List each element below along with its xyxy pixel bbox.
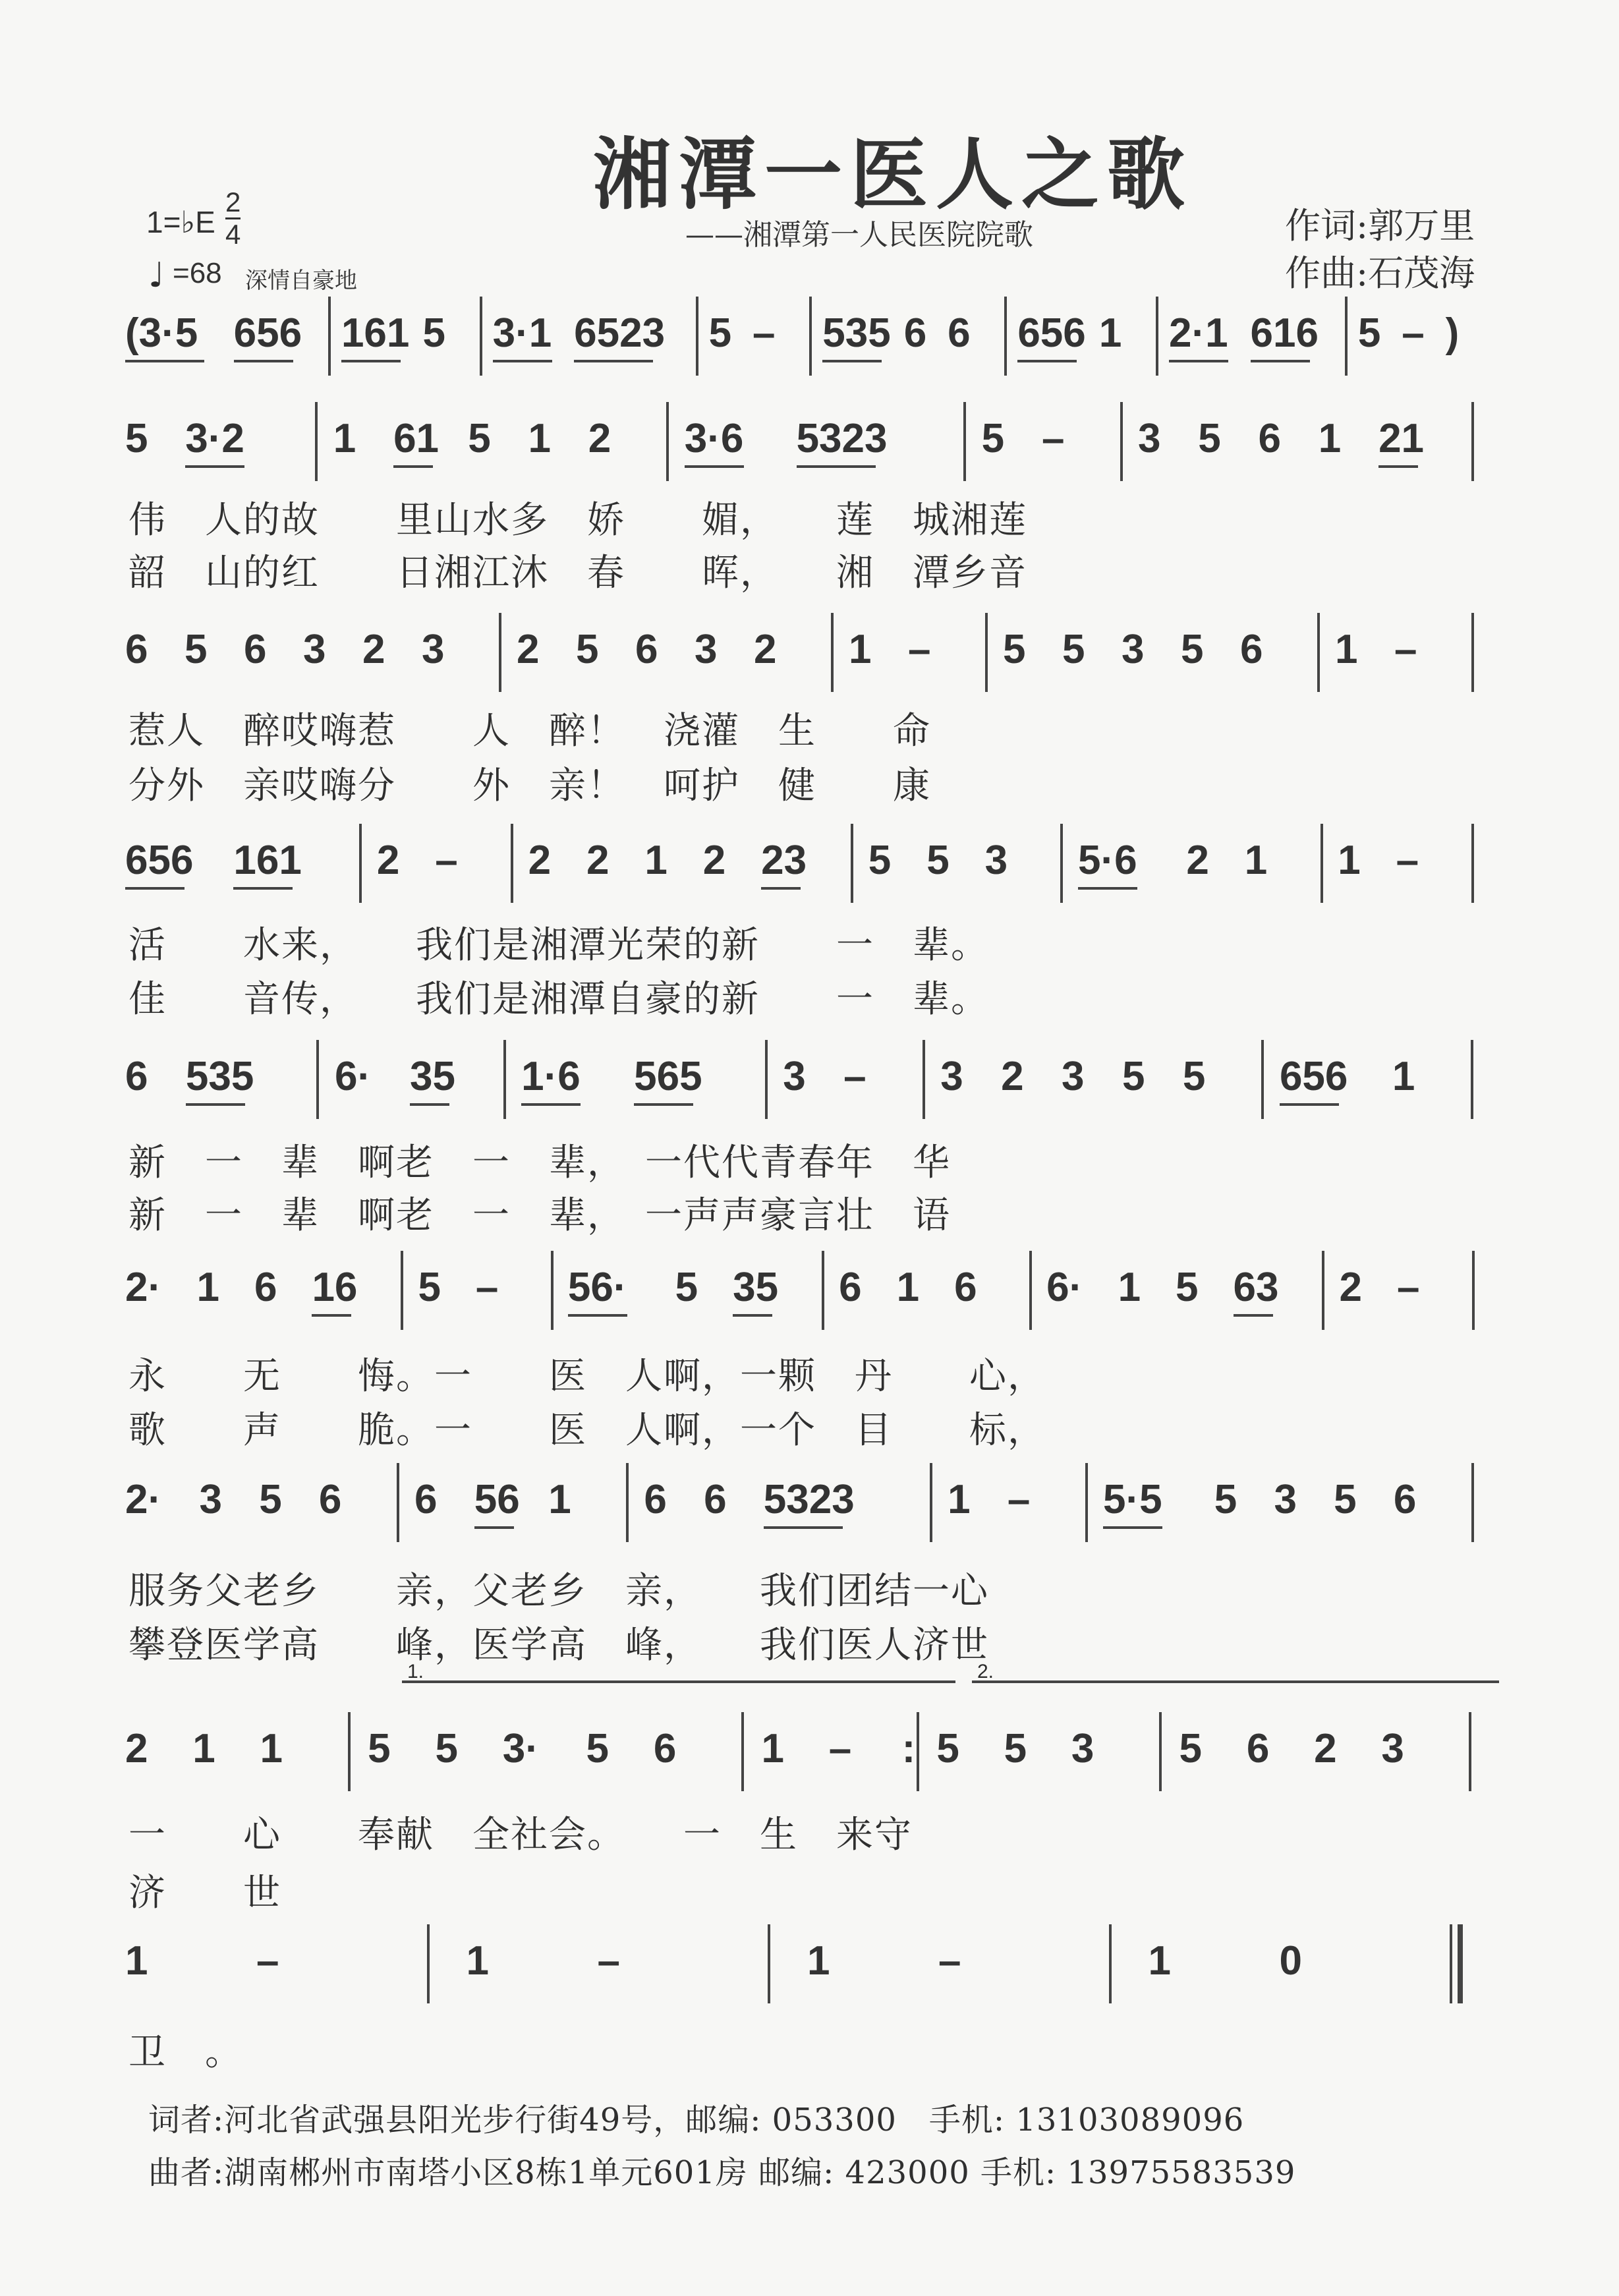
- barline: [1471, 613, 1474, 692]
- note-token: 5: [1176, 1265, 1199, 1310]
- note-token: 2: [588, 416, 611, 461]
- note-token: 3: [1274, 1477, 1297, 1522]
- note-token: 161: [341, 310, 410, 356]
- barline: [930, 1463, 932, 1542]
- note-token: 1: [1318, 416, 1342, 461]
- note-token: 0: [1279, 1938, 1303, 1984]
- note-token: 1: [333, 416, 356, 461]
- note-token: 5: [1004, 1726, 1027, 1771]
- note-token: 5323: [796, 416, 888, 461]
- note-token: 63: [1233, 1265, 1279, 1310]
- note-token: 2: [125, 1726, 148, 1771]
- note-token: 5: [1003, 627, 1026, 672]
- note-token: 1: [761, 1726, 784, 1771]
- beam-underline: [822, 360, 882, 362]
- note-token: –: [1007, 1477, 1031, 1522]
- note-token: 5: [368, 1726, 391, 1771]
- note-token: 6: [839, 1265, 862, 1310]
- song-subtitle: ——湘潭第一人民医院院歌: [685, 218, 1033, 252]
- note-token: 1: [644, 838, 667, 883]
- composer-credit: 作曲:石茂海: [1285, 252, 1475, 294]
- lyric-line: 分外 亲哎嗨分 外 亲！ 呵护 健 康: [128, 764, 931, 807]
- beam-underline: [393, 465, 433, 468]
- note-token: 3·1: [492, 310, 552, 356]
- beam-underline: [761, 887, 801, 890]
- note-token: 1: [1148, 1938, 1171, 1984]
- note-token: 5: [1062, 627, 1085, 672]
- repeat-sign: :: [901, 1726, 916, 1771]
- note-token: 2: [1339, 1265, 1362, 1310]
- beam-underline: [186, 1103, 245, 1106]
- time-signature: [225, 187, 241, 250]
- note-token: 6: [1246, 1726, 1270, 1771]
- barline: [741, 1712, 744, 1791]
- beam-underline: [1078, 887, 1137, 890]
- note-token: 1: [896, 1265, 920, 1310]
- beam-underline: [341, 360, 401, 362]
- note-token: 1: [196, 1265, 219, 1310]
- barline: [348, 1712, 351, 1791]
- barline: [511, 824, 513, 903]
- note-token: 3: [1062, 1054, 1085, 1099]
- barline: [985, 613, 988, 692]
- first-ending-label: 1.: [407, 1661, 424, 1682]
- barline: [328, 297, 331, 376]
- note-token: 5·5: [1103, 1477, 1162, 1522]
- barline: [401, 1251, 403, 1330]
- lyric-line: 伟 人的故 里山水多 娇 媚， 莲 城湘莲: [128, 499, 1027, 542]
- note-token: 6: [903, 310, 927, 356]
- beam-underline: [764, 1526, 843, 1529]
- note-token: 5: [422, 310, 445, 356]
- barline: [1159, 1712, 1162, 1791]
- note-token: 2: [1314, 1726, 1337, 1771]
- barline: [315, 402, 318, 481]
- staff-2: [125, 415, 1496, 494]
- second-ending-bracket: [972, 1661, 1499, 1703]
- barline: [1261, 1040, 1264, 1119]
- note-token: 56: [474, 1477, 520, 1522]
- note-token: 6: [948, 310, 971, 356]
- note-token: –: [1394, 627, 1417, 672]
- note-token: 656: [1279, 1054, 1348, 1099]
- barline: [1029, 1251, 1032, 1330]
- note-token: 5: [868, 838, 892, 883]
- barline: [1156, 297, 1158, 376]
- note-token: 535: [822, 310, 891, 356]
- note-token: 6: [635, 627, 658, 672]
- staff-6: [125, 1264, 1496, 1343]
- note-token: 2·: [125, 1477, 162, 1522]
- note-token: 3: [1137, 416, 1161, 461]
- beam-underline: [685, 465, 744, 468]
- lyric-line: 永 无 悔。一 医 人啊，一颗 丹 心，: [128, 1355, 1046, 1398]
- note-token: 565: [634, 1054, 702, 1099]
- beam-underline: [733, 1314, 772, 1317]
- staff-7: [125, 1476, 1496, 1555]
- barline: [1109, 1924, 1112, 2003]
- beam-underline: [521, 1103, 581, 1106]
- tempo-mark: =68: [173, 257, 222, 289]
- lyric-line: 卫 。: [128, 2031, 243, 2074]
- barline: [1317, 613, 1320, 692]
- note-token: –: [908, 627, 931, 672]
- note-token: 23: [761, 838, 807, 883]
- note-token: 3: [1071, 1726, 1094, 1771]
- note-token: 6: [414, 1477, 438, 1522]
- note-token: 2: [376, 838, 400, 883]
- note-token: 1: [548, 1477, 571, 1522]
- key-signature: 1=♭E: [146, 205, 215, 239]
- note-token: 3: [940, 1054, 963, 1099]
- note-token: 2: [754, 627, 777, 672]
- note-token: 6·: [335, 1054, 372, 1099]
- note-token: 656: [233, 310, 302, 356]
- note-token: 5: [1179, 1726, 1203, 1771]
- beam-underline: [1378, 465, 1418, 468]
- barline: [831, 613, 834, 692]
- note-token: 656: [125, 838, 194, 883]
- note-token: 1: [849, 627, 872, 672]
- barline: [626, 1463, 629, 1542]
- note-token: 5: [1357, 310, 1381, 356]
- note-token: 3: [984, 838, 1008, 883]
- note-token: 5: [259, 1477, 282, 1522]
- note-token: –: [1396, 838, 1419, 883]
- beam-underline: [125, 360, 204, 362]
- note-token: –: [1041, 416, 1065, 461]
- note-token: 1: [1118, 1265, 1141, 1310]
- note-token: 5: [1334, 1477, 1357, 1522]
- note-token: 5: [1182, 1054, 1206, 1099]
- barline: [1321, 824, 1323, 903]
- note-token: 5: [675, 1265, 698, 1310]
- barline: [1120, 402, 1123, 481]
- lyric-line: 新 一 辈 啊老 一 辈， 一声声豪言壮 语: [128, 1194, 951, 1237]
- note-token: 21: [1378, 416, 1425, 461]
- beam-underline: [634, 1103, 693, 1106]
- note-token: 5: [185, 627, 208, 672]
- beam-underline: [125, 887, 185, 890]
- barline: [427, 1924, 430, 2003]
- note-token: 6: [704, 1477, 727, 1522]
- barline: [397, 1463, 399, 1542]
- note-token: –: [475, 1265, 499, 1310]
- barline: [1322, 1251, 1324, 1330]
- note-token: 1: [192, 1726, 215, 1771]
- note-token: 161: [233, 838, 302, 883]
- barline: [503, 1040, 506, 1119]
- note-token: 2: [362, 627, 385, 672]
- note-token: 5323: [763, 1477, 855, 1522]
- composer-contact: 曲者:湖南郴州市南塔小区8栋1单元601房 邮编: 423000 手机: 13975583539: [148, 2154, 1296, 2191]
- beam-underline: [797, 465, 876, 468]
- beam-underline: [474, 1526, 514, 1529]
- note-token: –: [938, 1938, 961, 1984]
- note-token: 1: [1244, 838, 1268, 883]
- note-token: 5: [435, 1726, 458, 1771]
- beam-underline: [574, 360, 653, 362]
- barline: [666, 402, 669, 481]
- note-token: 1: [1098, 310, 1122, 356]
- staff-4: [125, 837, 1496, 916]
- note-token: 3: [695, 627, 718, 672]
- note-token: 35: [733, 1265, 779, 1310]
- beam-underline: [1234, 1314, 1273, 1317]
- lyric-line: 济 世: [128, 1872, 281, 1914]
- note-token: 2·: [125, 1265, 162, 1310]
- barline: [822, 1251, 824, 1330]
- note-token: 3: [783, 1054, 806, 1099]
- note-token: 1·6: [521, 1054, 581, 1099]
- lyric-line: 歌 声 脆。一 医 人啊，一个 目 标，: [128, 1409, 1046, 1452]
- note-token: 1: [528, 416, 551, 461]
- beam-underline: [1169, 360, 1228, 362]
- note-token: 6: [318, 1477, 342, 1522]
- barline: [917, 1712, 919, 1791]
- barline: [551, 1251, 554, 1330]
- note-token: 6: [1258, 416, 1281, 461]
- beam-underline: [185, 465, 244, 468]
- barline: [1471, 402, 1474, 481]
- note-token: 3: [199, 1477, 222, 1522]
- lyric-line: 一 心 奉献 全社会。 一 生 来守: [128, 1814, 913, 1856]
- note-token: 1: [1335, 627, 1358, 672]
- note-token: 5: [576, 627, 599, 672]
- beam-underline: [568, 1314, 627, 1317]
- note-token: 6: [1393, 1477, 1417, 1522]
- barline: [1471, 824, 1474, 903]
- note-token: 616: [1250, 310, 1319, 356]
- barline: [963, 402, 966, 481]
- note-token: 5: [1122, 1054, 1145, 1099]
- note-token: 1: [807, 1938, 830, 1984]
- beam-underline: [1251, 360, 1310, 362]
- note-token: 5·6: [1077, 838, 1137, 883]
- barline: [923, 1040, 925, 1119]
- meter-bottom: 4: [225, 219, 241, 250]
- lyric-line: 韶 山的红 日湘江沐 春 晖， 湘 潭乡音: [128, 552, 1027, 594]
- barline: [1469, 1712, 1471, 1791]
- beam-underline: [493, 360, 552, 362]
- note-token: 3·6: [684, 416, 744, 461]
- note-token: 6: [254, 1265, 277, 1310]
- note-token: 5: [981, 416, 1005, 461]
- beam-underline: [312, 1314, 351, 1317]
- note-token: 3·2: [185, 416, 244, 461]
- note-token: 5: [926, 838, 950, 883]
- note-token: ): [1445, 310, 1460, 356]
- note-token: 6: [954, 1265, 977, 1310]
- barline: [1450, 1924, 1452, 2003]
- note-token: 3: [1381, 1726, 1404, 1771]
- beam-underline: [234, 360, 293, 362]
- note-token: 656: [1017, 310, 1086, 356]
- barline: [1458, 1924, 1463, 2003]
- note-token: 6: [653, 1726, 677, 1771]
- note-token: 6: [644, 1477, 667, 1522]
- barline: [1472, 1251, 1475, 1330]
- note-token: 61: [393, 416, 440, 461]
- note-token: 1: [466, 1938, 489, 1984]
- barline: [316, 1040, 319, 1119]
- note-token: 5: [468, 416, 491, 461]
- note-token: (3·5: [125, 310, 198, 356]
- note-token: –: [1397, 1265, 1420, 1310]
- note-token: 1: [1338, 838, 1361, 883]
- note-token: 2: [1186, 838, 1209, 883]
- meter-top: 2: [225, 187, 241, 217]
- note-token: 5: [586, 1726, 610, 1771]
- barline: [851, 824, 853, 903]
- barline: [696, 297, 698, 376]
- note-token: 6: [1240, 627, 1263, 672]
- note-token: –: [256, 1938, 279, 1984]
- beam-underline: [410, 1103, 449, 1106]
- note-token: –: [435, 838, 458, 883]
- barline: [499, 613, 501, 692]
- note-token: 3: [422, 627, 445, 672]
- note-token: 1: [1392, 1054, 1415, 1099]
- song-title: 湘潭一医人之歌: [593, 129, 1193, 220]
- note-token: 56·: [567, 1265, 627, 1310]
- note-token: –: [753, 310, 776, 356]
- beam-underline: [1280, 1103, 1339, 1106]
- barline: [359, 824, 362, 903]
- note-token: –: [597, 1938, 621, 1984]
- note-token: 2·1: [1169, 310, 1228, 356]
- note-token: 5: [1198, 416, 1221, 461]
- lyric-line: 攀登医学高 峰，医学高 峰， 我们医人济世: [128, 1624, 989, 1667]
- lyric-line: 服务父老乡 亲，父老乡 亲， 我们团结一心: [128, 1570, 989, 1613]
- staff-9: [125, 1937, 1496, 2017]
- note-token: 3·: [502, 1726, 539, 1771]
- note-token: 2: [1001, 1054, 1024, 1099]
- note-token: 5: [125, 416, 148, 461]
- note-token: 1: [260, 1726, 283, 1771]
- note-token: 2: [702, 838, 726, 883]
- barline: [1471, 1040, 1473, 1119]
- barline: [768, 1924, 770, 2003]
- note-token: –: [828, 1726, 852, 1771]
- staff-8: [125, 1725, 1496, 1804]
- note-token: 2: [586, 838, 610, 883]
- note-token: 5: [1181, 627, 1204, 672]
- lyric-line: 活 水来， 我们是湘潭光荣的新 一 辈。: [128, 924, 989, 967]
- tempo-description: 深情自豪地: [245, 268, 357, 294]
- barline: [1345, 297, 1348, 376]
- second-ending-label: 2.: [977, 1661, 994, 1682]
- note-token: 5: [708, 310, 732, 356]
- note-token: 5: [418, 1265, 441, 1310]
- note-token: –: [843, 1054, 866, 1099]
- note-token: 6: [125, 627, 148, 672]
- note-token: 2: [517, 627, 540, 672]
- barline: [765, 1040, 768, 1119]
- beam-underline: [233, 887, 293, 890]
- note-token: 6523: [574, 310, 666, 356]
- note-token: 3: [303, 627, 326, 672]
- staff-5: [125, 1053, 1496, 1132]
- staff-1: [125, 310, 1496, 389]
- barline: [1060, 824, 1063, 903]
- note-token: 6: [244, 627, 267, 672]
- lyric-line: 佳 音传， 我们是湘潭自豪的新 一 辈。: [128, 978, 989, 1021]
- staff-3: [125, 626, 1496, 705]
- lyric-line: 新 一 辈 啊老 一 辈， 一代代青春年 华: [128, 1141, 951, 1184]
- note-token: –: [1402, 310, 1425, 356]
- note-token: 535: [185, 1054, 254, 1099]
- beam-underline: [1103, 1526, 1162, 1529]
- lyric-line: 惹人 醉哎嗨惹 人 醉！ 浇灌 生 命: [128, 710, 931, 753]
- barline: [1004, 297, 1007, 376]
- barline: [1085, 1463, 1088, 1542]
- lyricist-credit: 作词:郭万里: [1285, 205, 1475, 246]
- barline: [480, 297, 482, 376]
- note-token: 3: [1122, 627, 1145, 672]
- note-token: 1: [948, 1477, 971, 1522]
- first-ending-bracket: [402, 1661, 955, 1703]
- note-token: 35: [410, 1054, 455, 1099]
- beam-underline: [1017, 360, 1077, 362]
- note-token: 2: [528, 838, 552, 883]
- barline: [1471, 1463, 1474, 1542]
- note-token: 6: [125, 1054, 148, 1099]
- lyricist-contact: 词者:河北省武强县阳光步行街49号，邮编: 053300 手机: 13103089096: [148, 2102, 1245, 2138]
- note-token: 5: [1214, 1477, 1237, 1522]
- note-token: 1: [125, 1938, 148, 1984]
- note-token: 6·: [1046, 1265, 1083, 1310]
- note-token: 5: [936, 1726, 959, 1771]
- note-token: 16: [312, 1265, 358, 1310]
- quarter-note-icon: ♩: [148, 256, 165, 295]
- barline: [809, 297, 812, 376]
